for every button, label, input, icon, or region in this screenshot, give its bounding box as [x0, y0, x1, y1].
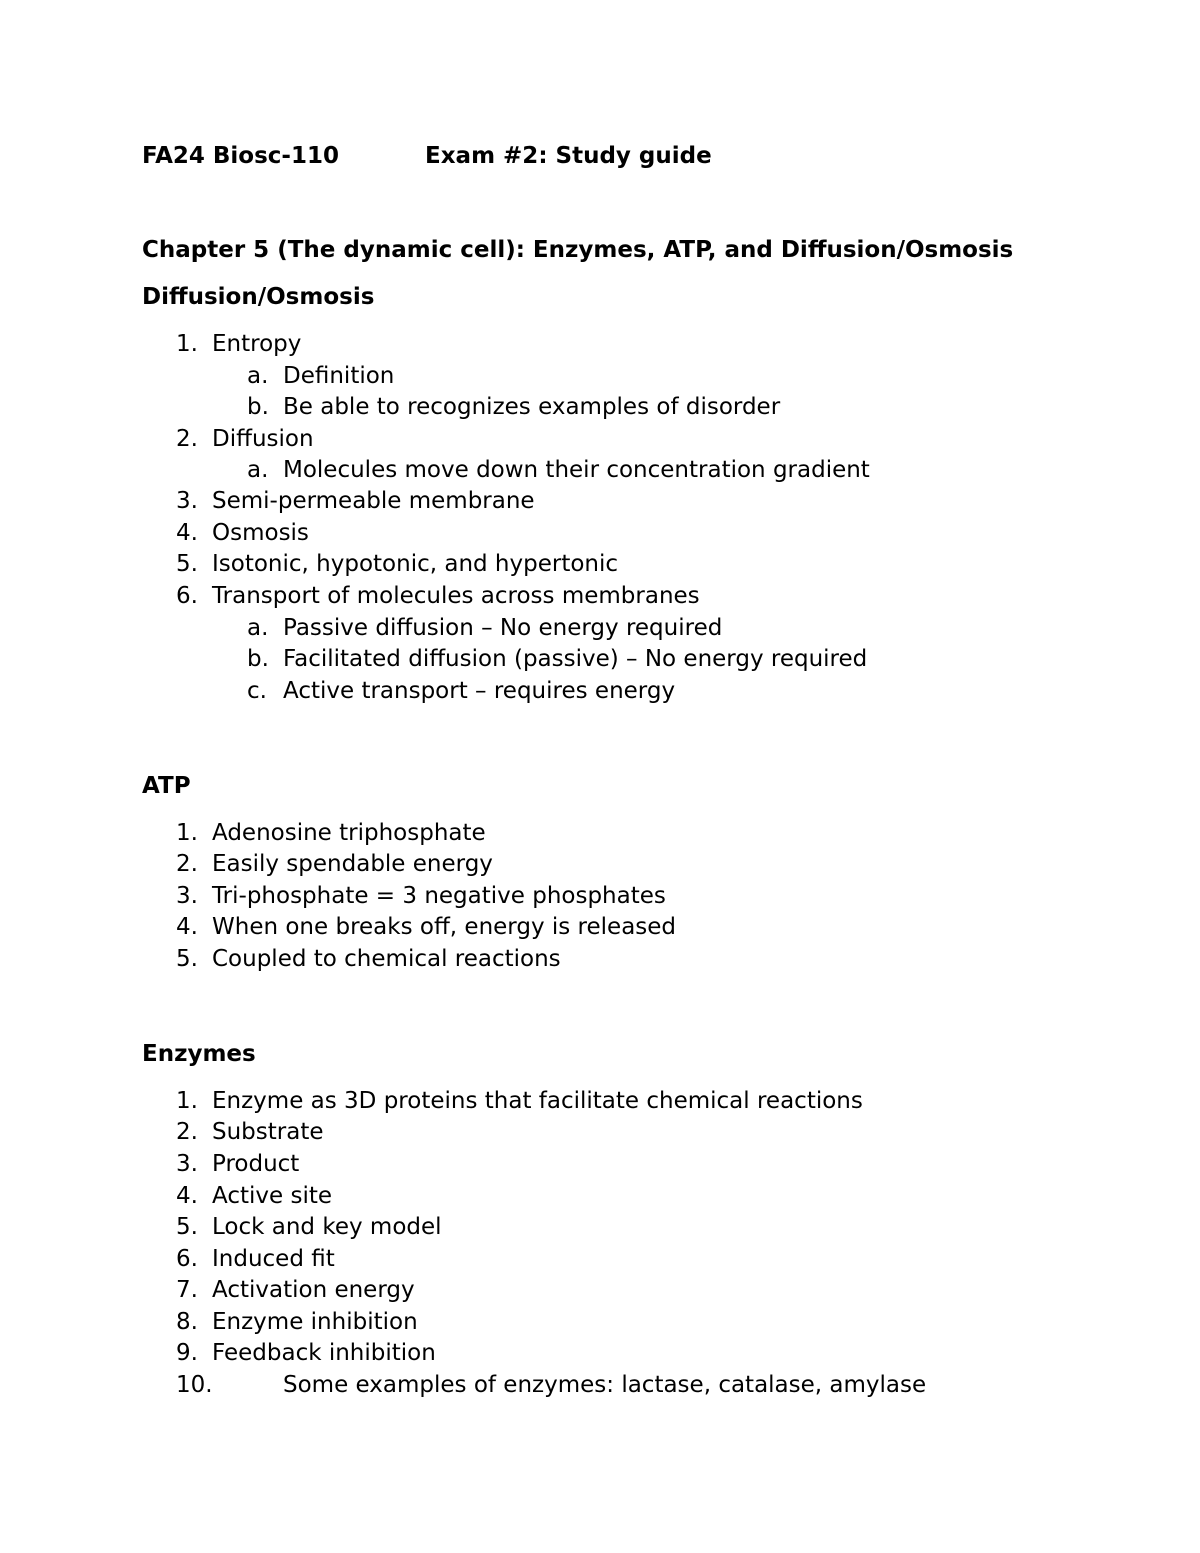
list-marker: 2. — [176, 426, 198, 452]
list-item-text: Facilitated diffusion (passive) – No energy required — [283, 646, 868, 672]
list-item-text: Entropy — [212, 331, 302, 357]
section-heading-enzymes: Enzymes — [142, 1041, 256, 1067]
list-item-text: Diffusion — [212, 426, 314, 452]
list-item-text: Passive diffusion – No energy required — [283, 615, 723, 641]
course-title: FA24 Biosc-110 — [142, 143, 339, 169]
list-marker: 9. — [176, 1340, 198, 1366]
list-marker: 7. — [176, 1277, 198, 1303]
list-item-text: Transport of molecules across membranes — [212, 583, 700, 609]
list-marker: 5. — [176, 1214, 198, 1240]
list-marker: a. — [247, 457, 269, 483]
list-marker: c. — [247, 678, 267, 704]
list-marker: 5. — [176, 946, 198, 972]
list-item-text: Active transport – requires energy — [283, 678, 676, 704]
list-marker: 6. — [176, 583, 198, 609]
list-marker: 1. — [176, 1088, 198, 1114]
list-marker: 3. — [176, 1151, 198, 1177]
list-marker: a. — [247, 363, 269, 389]
list-item-text: Definition — [283, 363, 395, 389]
list-marker: 3. — [176, 883, 198, 909]
chapter-title: Chapter 5 (The dynamic cell): Enzymes, ATP, and Diffusion/Osmosis — [142, 237, 1014, 263]
list-marker: b. — [247, 646, 269, 672]
list-item-text: Be able to recognizes examples of disorder — [283, 394, 781, 420]
list-marker: 1. — [176, 331, 198, 357]
section-heading-atp: ATP — [142, 773, 191, 799]
list-item-text: Induced fit — [212, 1246, 335, 1272]
list-item-text: Some examples of enzymes: lactase, catalase, amylase — [283, 1372, 927, 1398]
list-item-text: Lock and key model — [212, 1214, 442, 1240]
list-marker: 4. — [176, 1183, 198, 1209]
list-marker: 4. — [176, 520, 198, 546]
list-item-text: Molecules move down their concentration gradient — [283, 457, 870, 483]
list-marker: 8. — [176, 1309, 198, 1335]
exam-title: Exam #2: Study guide — [425, 143, 712, 169]
list-item-text: Tri-phosphate = 3 negative phosphates — [212, 883, 666, 909]
list-marker: 5. — [176, 551, 198, 577]
list-marker: 4. — [176, 914, 198, 940]
list-item-text: Easily spendable energy — [212, 851, 493, 877]
list-marker: a. — [247, 615, 269, 641]
list-item-text: Semi-permeable membrane — [212, 488, 535, 514]
section-heading-diffusion: Diffusion/Osmosis — [142, 284, 375, 310]
list-item-text: Feedback inhibition — [212, 1340, 436, 1366]
list-item-text: Osmosis — [212, 520, 309, 546]
list-item-text: Substrate — [212, 1119, 324, 1145]
list-item-text: Active site — [212, 1183, 332, 1209]
list-item-text: Enzyme as 3D proteins that facilitate chemical reactions — [212, 1088, 863, 1114]
list-marker: 2. — [176, 851, 198, 877]
list-item-text: Adenosine triphosphate — [212, 820, 486, 846]
list-item-text: Product — [212, 1151, 300, 1177]
list-marker: 3. — [176, 488, 198, 514]
list-marker: b. — [247, 394, 269, 420]
list-marker: 10. — [176, 1372, 213, 1398]
list-item-text: Isotonic, hypotonic, and hypertonic — [212, 551, 619, 577]
list-item-text: When one breaks off, energy is released — [212, 914, 677, 940]
list-marker: 1. — [176, 820, 198, 846]
list-marker: 2. — [176, 1119, 198, 1145]
list-item-text: Enzyme inhibition — [212, 1309, 418, 1335]
list-item-text: Activation energy — [212, 1277, 415, 1303]
list-item-text: Coupled to chemical reactions — [212, 946, 561, 972]
list-marker: 6. — [176, 1246, 198, 1272]
